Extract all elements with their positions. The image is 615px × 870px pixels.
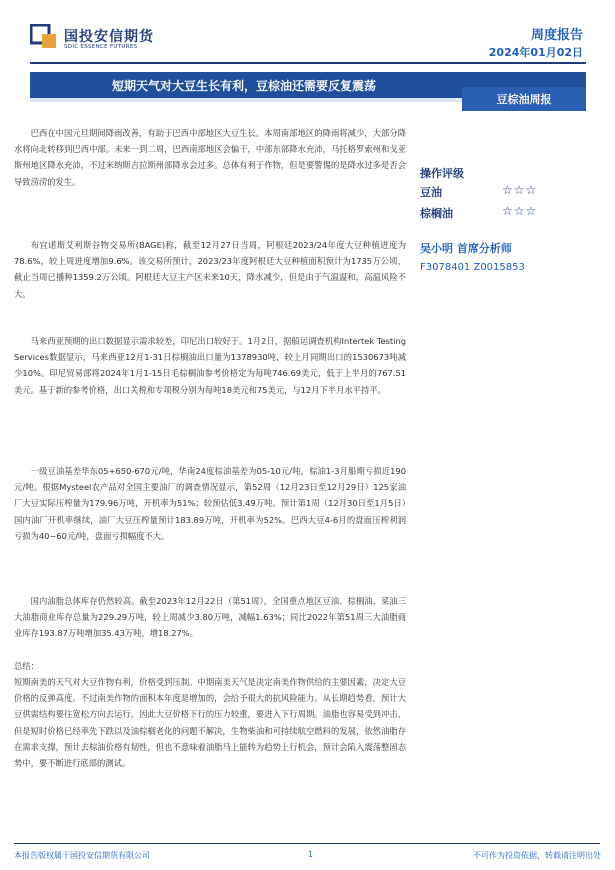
paragraph-brazil-weather: 巴西在中国元旦期间降雨改善，有助于巴西中部地区大豆生长。本周南部地区的降雨将减少，大部分降水将向北转移到巴西中部。未来一到二周，巴西南部地区会偏干，中部东部降水充沛，马托格罗索州和戈亚斯州地区降水充沛，不过米纳斯吉拉斯州部降水会过多。总体有利于作物，但是要警惕的是降水过多是否会导致涝涝的发生。	[14, 128, 406, 187]
report-type: 周度报告	[530, 28, 583, 43]
company-logo-icon	[30, 24, 58, 50]
rating-soybean-oil-label: 豆油	[420, 186, 442, 199]
footer-disclaimer: 不可作为投资依据，转载请注明出处	[473, 851, 601, 860]
paragraph-inventory: 国内油脂总体库存仍然较高。截至2023年12月22日（第51周），全国重点地区豆油、棕榈油、菜油三大油脂商业库存总量为229.29万吨，较上周减少3.80万吨，减幅1.63%；同比2022年第51周三大油脂商业库存193.87万吨增加35.43万吨，增18.27%。	[14, 596, 406, 639]
company-name-en: SDIC ESSENCE FUTURES	[64, 44, 138, 50]
rating-title: 操作评级	[420, 167, 464, 180]
header-divider	[30, 62, 586, 64]
report-tag: 豆棕油周报	[496, 93, 552, 106]
rating-palm-oil-label: 棕榈油	[420, 207, 453, 220]
company-name: 国投安信期货	[64, 29, 154, 45]
report-date: 2024年01月02日	[488, 46, 583, 59]
rating-palm-oil-stars: ☆☆☆	[502, 204, 538, 218]
page-number: 1	[308, 850, 314, 859]
paragraph-malaysia-exports: 马来西亚预期的出口数据显示需求较差，印尼出口较好于。1月2日，据船运调查机构Intertek Testing Services数据显示，马来西亚12月1-31日棕榈油出口量为1378930吨，较上月同期出口的1530673吨减少10%。印尼贸易部将2024年1月1-15日毛棕榈油参考价格定为每吨746.69美元，低于上半月的767.51美元。基于新的参考价格，出口关税和专项税分别为每吨18美元和75美元，与12月下半月水平持平。	[14, 336, 406, 395]
paragraph-argentina-planting: 布宜诺斯艾利斯谷物交易所(BAGE)称，截至12月27日当周，阿根廷2023/24年度大豆种植进度为78.6%，较上周进度增加9.6%。该交易所预计，2023/23年度阿根廷大豆种植面积预计为1735万公顷，截止当周已播种1359.2万公顷。阿根廷大豆主产区未来10天，降水减少，但是由于气温温和，高温风险不大。	[14, 240, 406, 299]
analyst-license-ids: F3078401 Z0015853	[420, 262, 525, 273]
paragraph-basis-crushing: 一级豆油基差华东05+650-670元/吨，华南24度棕油基差为05-10元/吨，棕油1-3月船期亏损近190元/吨。根据Mysteel农产品对全国主要油厂的调查情况显示，第52周（12月23日至12月29日）125家油厂大豆实际压榨量为179.96万吨，开机率为51%；较预估低3.49万吨。预计第1周（12月30日至1月5日）国内油厂开机率继续，油厂大豆压榨量预计183.89万吨，开机率为52%。巴西大豆4-6月的盘面压榨利润亏损为40~60元/吨，盘面亏损幅度不大。	[14, 466, 406, 541]
footer-divider	[14, 843, 600, 844]
footer-copyright: 本报告版权属于国投安信期货有限公司	[14, 851, 150, 860]
rating-soybean-oil-stars: ☆☆☆	[502, 183, 538, 197]
report-title: 短期天气对大豆生长有利，豆棕油还需要反复震荡	[112, 79, 377, 93]
title-banner-shadow	[30, 98, 462, 102]
summary-text: 短期南美的天气对大豆作物有利，价格受到压制。中期南美天气是决定南美作物供给的主要因素，决定大豆价格的反弹高度。不过南美作物的面积本年度是增加的，会给予很大的抗风险能力。从长期趋势看，预计大豆供需结构要往宽松方向去运行，因此大豆价格下行的压力较重，要进入下行周期。油脂也容易受到冲击，但是短时价格已经率先下跌以及油棕榈老化的问题不解决，生物柴油和可持续航空燃料的发展，依然油脂存在需求支撑，预计去棕油价格有韧性，但也不意味着油脂马上能转为趋势上行机会，预计会陷入震荡整固态势中，要不断进行底部的测试。	[14, 677, 406, 769]
summary-label: 总结：	[14, 661, 39, 671]
analyst-name: 吴小明 首席分析师	[420, 242, 512, 255]
